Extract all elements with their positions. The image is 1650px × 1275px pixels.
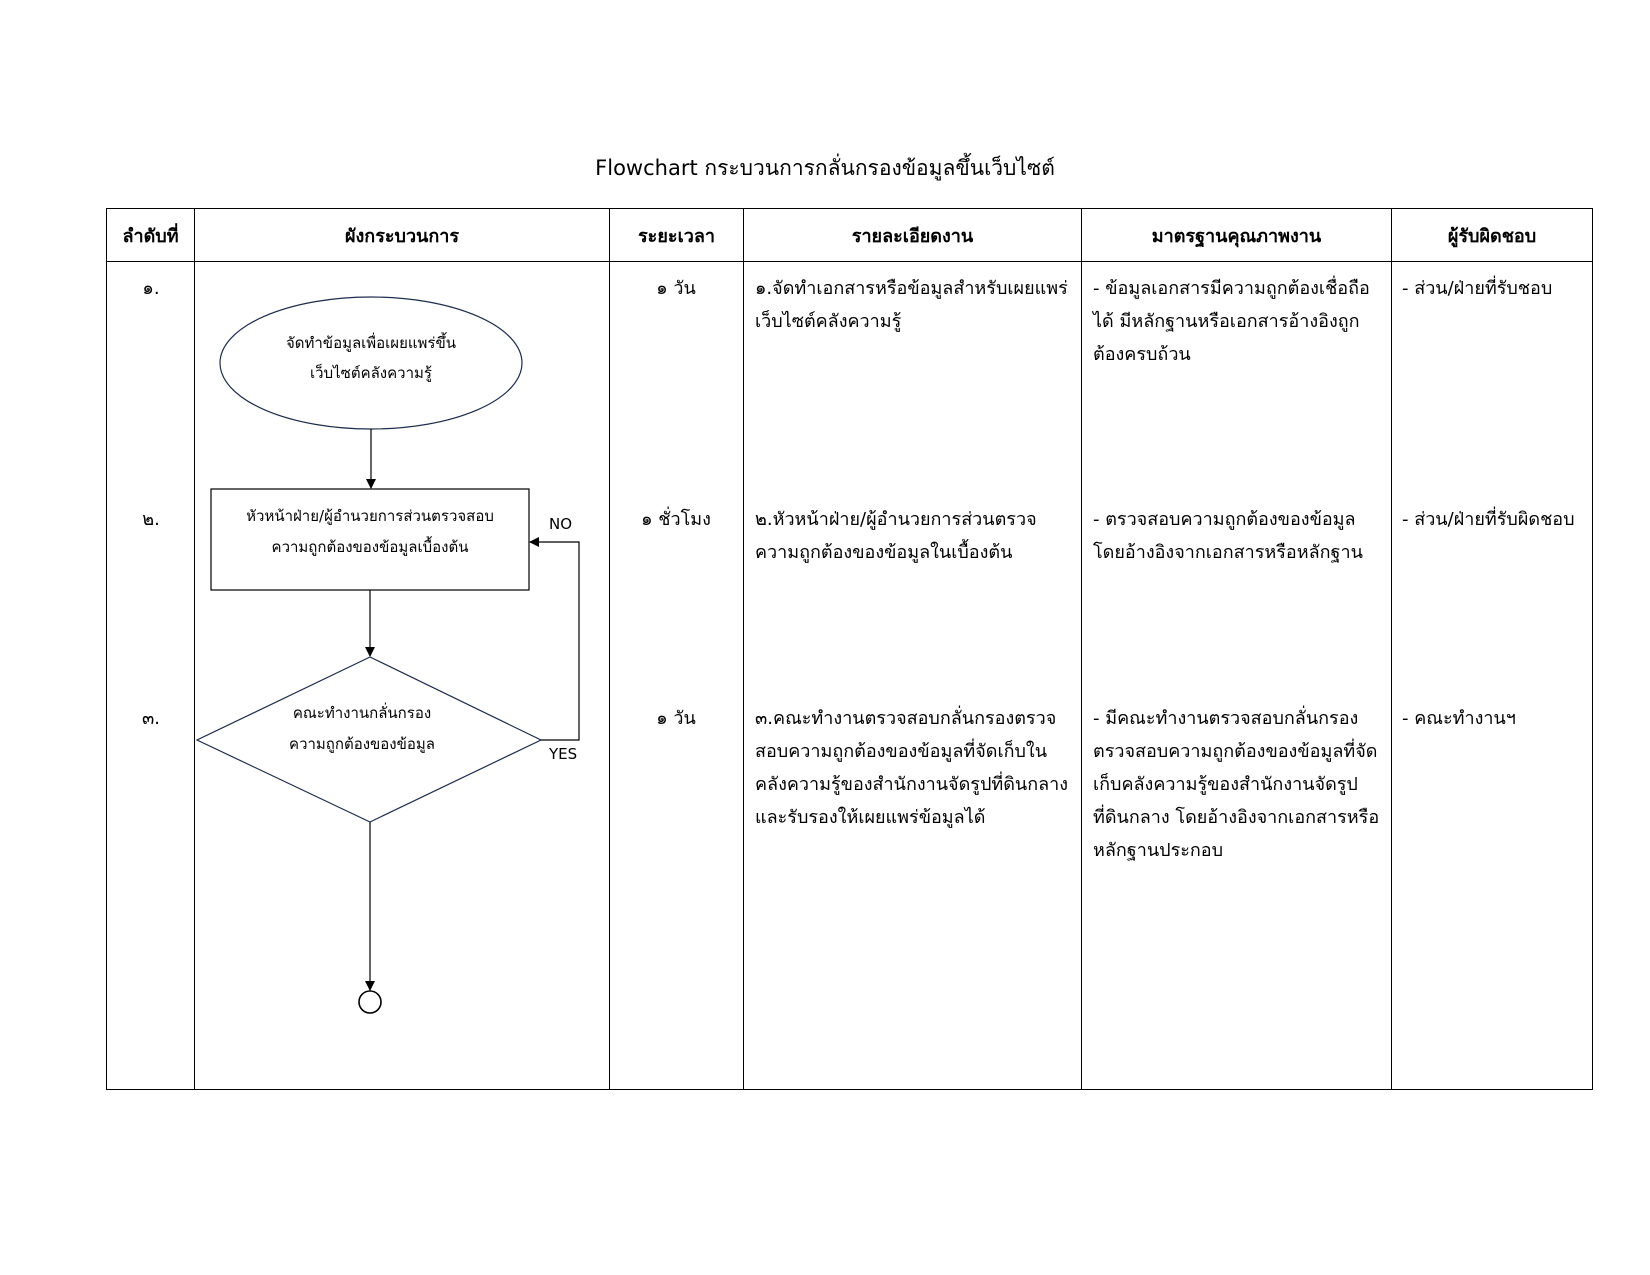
row-1-owner: - ส่วน/ฝ่ายที่รับชอบ [1402,278,1553,299]
duration-column [610,262,744,1090]
header-owner: ผู้รับผิดชอบ [1392,209,1593,262]
page-title: Flowchart กระบวนการกลั่นกรองข้อมูลขึ้นเว็บไซต์ [595,156,1055,180]
row-1-standard: - ข้อมูลเอกสารมีความถูกต้องเชื่อถือได้ มีหลักฐานหรือเอกสารอ้างอิงถูกต้องครบถ้วน [1093,278,1370,365]
flow-column [195,262,610,1090]
review-text-line2: ความถูกต้องของข้อมูลเบื้องต้น [271,538,469,556]
flowchart [195,262,610,1092]
header-row [107,209,1593,262]
row-3-detail: ๓.คณะทำงานตรวจสอบกลั่นกรองตรวจสอบความถูกต้องของข้อมูลที่จัดเก็บในคลังความรู้ของสำนักงานจัดรูปที่ดินกลางและรับรองให้เผยแพร่ข้อมูลได้ [755,708,1069,828]
review-text-line1: หัวหน้าฝ่าย/ผู้อำนวยการส่วนตรวจสอบ [246,507,494,525]
process-table [106,208,1593,1090]
owner-column [1392,262,1593,1090]
body-row [107,262,1593,1090]
detail-column [744,262,1082,1090]
header-duration: ระยะเวลา [610,209,744,262]
no-column [107,262,195,1090]
row-1-detail: ๑.จัดทำเอกสารหรือข้อมูลสำหรับเผยแพร่เว็บไซต์คลังความรู้ [755,278,1068,332]
decision-text-line2: ความถูกต้องของข้อมูล [289,735,435,753]
header-detail: รายละเอียดงาน [744,209,1082,262]
row-2-no: ๒. [142,509,160,530]
row-3-no: ๓. [141,708,161,729]
row-2-detail: ๒.หัวหน้าฝ่าย/ผู้อำนวยการส่วนตรวจความถูกต้องของข้อมูลในเบื้องต้น [755,509,1037,563]
row-1-no: ๑. [142,278,160,299]
row-2-duration: ๑ ชั่วโมง [641,509,711,530]
row-3-duration: ๑ วัน [656,708,696,729]
end-terminal [359,991,381,1013]
row-2-owner: - ส่วน/ฝ่ายที่รับผิดชอบ [1402,509,1575,530]
row-1-duration: ๑ วัน [656,278,696,299]
yes-label: YES [549,745,578,763]
header-no: ลำดับที่ [107,209,195,262]
start-text-line1: จัดทำข้อมูลเพื่อเผยแพร่ขึ้น [285,334,457,352]
standard-column [1082,262,1392,1090]
start-terminal [220,297,522,429]
header-standard: มาตรฐานคุณภาพงาน [1082,209,1392,262]
row-2-standard: - ตรวจสอบความถูกต้องของข้อมูลโดยอ้างอิงจากเอกสารหรือหลักฐาน [1093,509,1363,563]
no-label: NO [549,515,573,533]
row-3-standard: - มีคณะทำงานตรวจสอบกลั่นกรองตรวจสอบความถูกต้องของข้อมูลที่จัดเก็บคลังความรู้ของสำนักงานจัดรูปที่ดินกลาง โดยอ้างอิงจากเอกสารหรือหลักฐานประกอบ [1093,708,1380,861]
decision-text-line1: คณะทำงานกลั่นกรอง [292,704,432,722]
header-flow: ผังกระบวนการ [195,209,610,262]
feedback-loop-line [530,542,579,740]
start-text-line2: เว็บไซต์คลังความรู้ [310,364,432,382]
row-3-owner: - คณะทำงานฯ [1402,708,1516,729]
